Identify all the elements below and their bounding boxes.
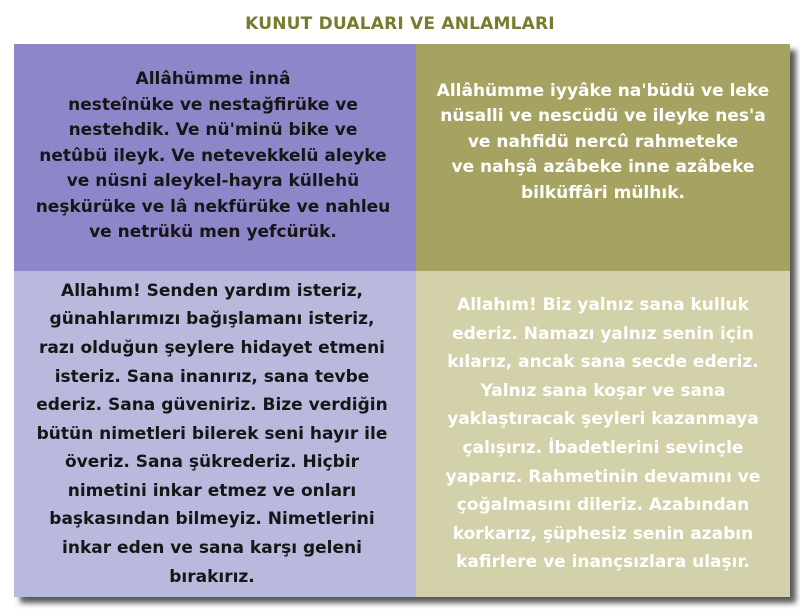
dua2-meaning: Allahım! Biz yalnız sana kulluk ederiz. Namazı yalnız senin için kılarız, ancak sana secde ederiz. Yalnız sana koşar ve sana yaklaştıracak şeyleri kazanmaya çalışırız. İbadetlerini sevinçle yaparız. Rahmetinin devamını ve çoğalmasını dileriz. Azabından korkarız, şüphesiz senin azabın kafirlere ve inançsızlara ulaşır. [416,271,790,597]
dua2-transliteration: Allâhümme iyyâke na'büdü ve leke nüsalli ve nescüdü ve ileyke nes'a ve nahfidü nercû rahmeteke ve nahşâ azâbeke inne azâbeke bilküffâri mülhık. [416,44,790,271]
page-title: KUNUT DUALARI VE ANLAMLARI [245,14,555,34]
dua-table [14,44,790,597]
dua1-transliteration: Allâhümme innâ nesteînüke ve nestağfirüke ve nestehdik. Ve nü'minü bike ve netûbü ileyk. Ve netevekkelü aleyke ve nüsni aleykel-hayra küllehü neşkürüke ve lâ nekfürüke ve nahleu ve netrükü men yefcürük. [14,44,416,271]
dua1-meaning: Allahım! Senden yardım isteriz, günahlarımızı bağışlamanı isteriz, razı olduğun şeylere hidayet etmeni isteriz. Sana inanırız, sana tevbe ederiz. Sana güveniriz. Bize verdiğin bütün nimetleri bilerek seni hayır ile överiz. Sana şükrederiz. Hiçbir nimetini inkar etmez ve onları başkasından bilmeyiz. Nimetlerini inkar eden ve sana karşı geleni bırakırız. [14,271,416,597]
